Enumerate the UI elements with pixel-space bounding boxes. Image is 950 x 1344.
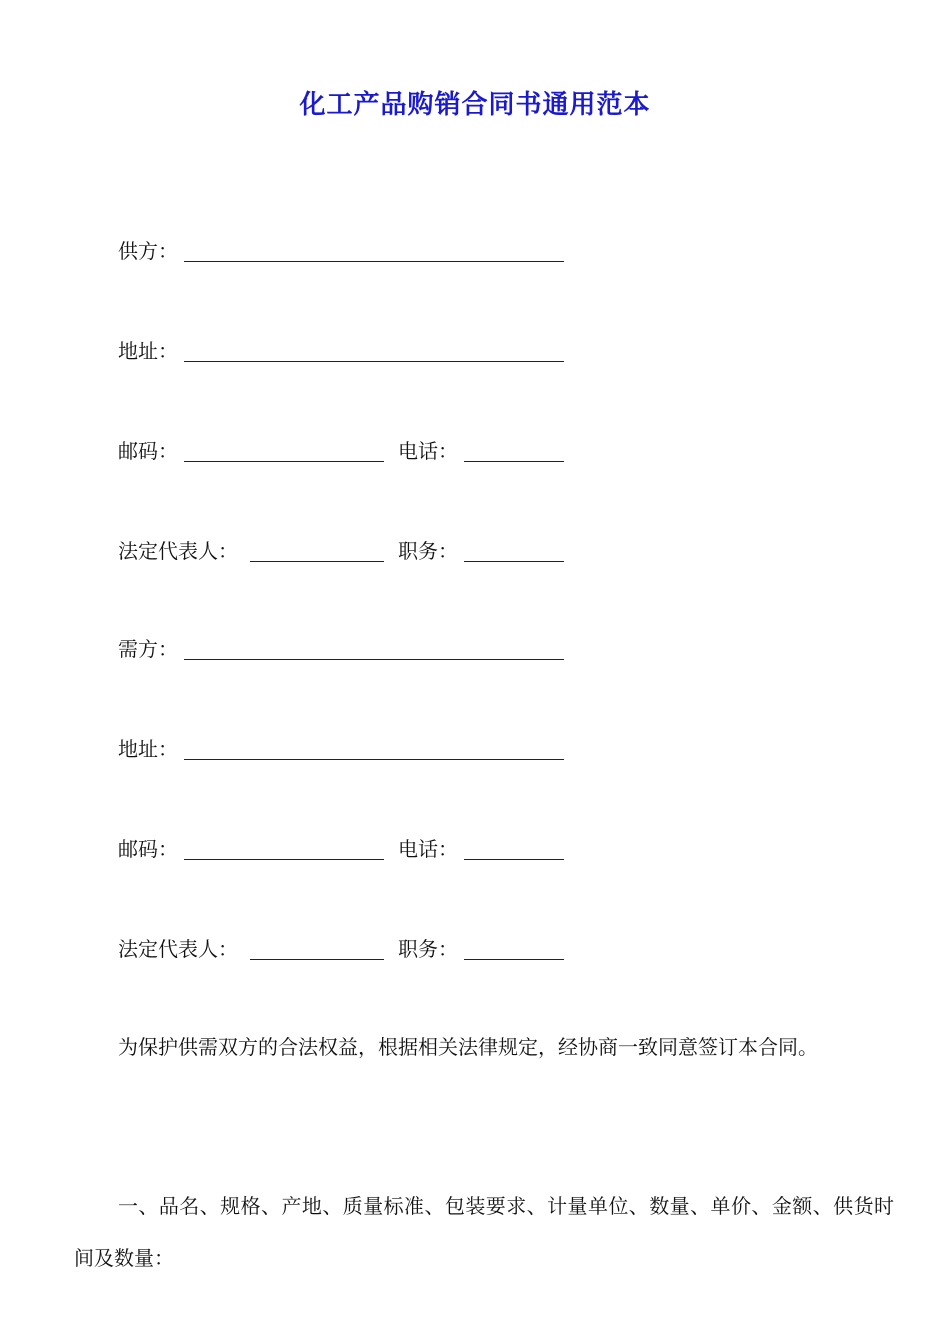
supplier-party-blank[interactable]: [184, 261, 564, 262]
supplier-address-blank[interactable]: [184, 361, 564, 362]
clause-1-paragraph: 一、品名、规格、产地、质量标准、包装要求、计量单位、数量、单价、金额、供货时间及数量：: [74, 1194, 894, 1270]
supplier-position-label: 职务：: [398, 539, 458, 563]
buyer-address-label: 地址：: [118, 737, 178, 761]
supplier-legal-rep-label: 法定代表人：: [118, 539, 238, 563]
buyer-legal-rep-blank[interactable]: [250, 959, 384, 960]
buyer-legal-rep-label: 法定代表人：: [118, 937, 238, 961]
supplier-position-blank[interactable]: [464, 561, 564, 562]
supplier-phone-blank[interactable]: [464, 461, 564, 462]
supplier-party-label: 供方：: [118, 239, 178, 263]
supplier-address-label: 地址：: [118, 339, 178, 363]
supplier-legal-rep-blank[interactable]: [250, 561, 384, 562]
buyer-party-blank[interactable]: [184, 659, 564, 660]
preamble-paragraph: 为保护供需双方的合法权益，根据相关法律规定，经协商一致同意签订本合同。: [118, 1035, 818, 1059]
buyer-address-blank[interactable]: [184, 759, 564, 760]
supplier-postcode-blank[interactable]: [184, 461, 384, 462]
buyer-postcode-label: 邮码：: [118, 837, 178, 861]
buyer-position-label: 职务：: [398, 937, 458, 961]
buyer-position-blank[interactable]: [464, 959, 564, 960]
buyer-phone-blank[interactable]: [464, 859, 564, 860]
supplier-postcode-label: 邮码：: [118, 439, 178, 463]
buyer-postcode-blank[interactable]: [184, 859, 384, 860]
supplier-phone-label: 电话：: [398, 439, 458, 463]
document-title: 化工产品购销合同书通用范本: [299, 90, 651, 120]
buyer-phone-label: 电话：: [398, 837, 458, 861]
buyer-party-label: 需方：: [118, 637, 178, 661]
